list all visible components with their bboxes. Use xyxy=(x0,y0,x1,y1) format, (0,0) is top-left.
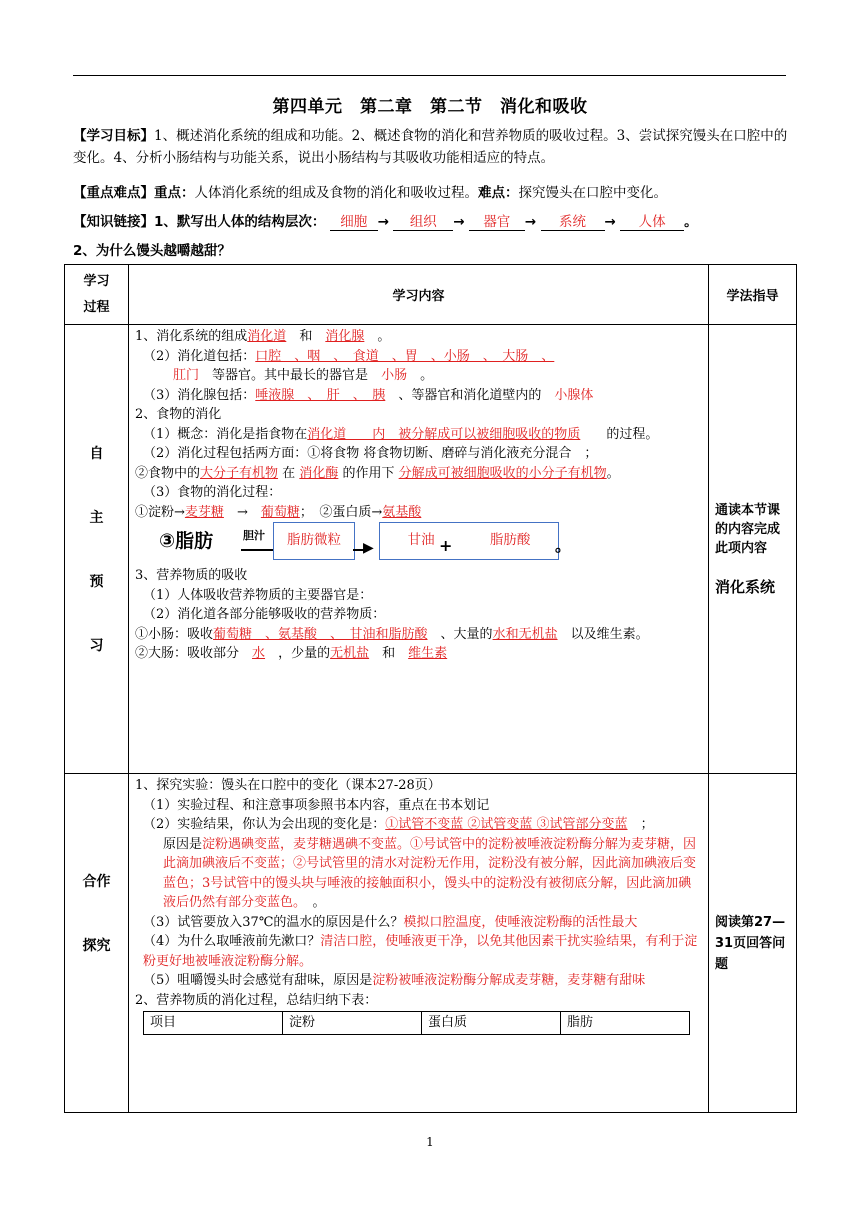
period: 。 xyxy=(684,214,698,230)
answer: 水 xyxy=(252,646,266,661)
explore-line xyxy=(135,815,704,835)
header-rule xyxy=(73,75,786,76)
table-row-explore xyxy=(65,774,797,1113)
phase-word: 探究 xyxy=(82,938,111,954)
explore-line xyxy=(135,835,704,913)
preview-line xyxy=(135,444,704,464)
answer: 清洁口腔，使唾液更干净，以免其他因素干扰实验结果，有利于淀粉更好地被唾液淀粉酶分解。 xyxy=(143,934,698,969)
text: 以及维生素。 xyxy=(570,626,649,642)
fat-box-product1 xyxy=(273,522,355,560)
level-organ: 器官 xyxy=(469,214,525,231)
objectives-text: 1、概述消化系统的组成和功能。2、概述食物的消化和营养物质的吸收过程。3、尝试探究馒头在口腔中的变化。4、分析小肠结构与功能关系，说出小肠结构与其吸收功能相适应的特点。 xyxy=(73,128,788,166)
text: ，少量的 xyxy=(278,646,331,661)
text: → xyxy=(236,504,248,520)
guide-text: 阅读第27—31页回答问题 xyxy=(715,914,786,972)
answer: 甘油 xyxy=(407,532,435,549)
keypoints-label: 【重点难点】 xyxy=(73,185,154,201)
bile-arrow-line xyxy=(241,549,273,551)
phase-char: 主 xyxy=(89,510,104,526)
text: 的过程。 xyxy=(606,426,659,442)
explore-line: 2、营养物质的消化过程，总结归纳下表： xyxy=(135,992,378,1008)
answer: 大分子有机物 xyxy=(200,465,279,481)
learning-objectives xyxy=(73,125,793,169)
answer: 模拟口腔温度，使唾液淀粉酶的活性最大 xyxy=(403,914,638,930)
header-guide: 学法指导 xyxy=(709,265,797,325)
answer: 维生素 xyxy=(408,646,448,661)
arrow: → xyxy=(377,214,390,230)
preview-content xyxy=(129,325,709,774)
guide-preview xyxy=(709,325,797,774)
text: 的作用下 xyxy=(342,465,395,481)
difficulty-label: 难点： xyxy=(478,185,519,201)
text: ②大肠：吸收部分 xyxy=(135,646,240,661)
learning-table xyxy=(64,264,797,1113)
table-header-row xyxy=(65,265,797,325)
text: （1）概念：消化是指食物在 xyxy=(143,426,308,442)
answer: 氨基酸 xyxy=(382,504,422,520)
text: （2）实验结果，你认为会出现的变化是： xyxy=(143,817,386,832)
links-q2-text: 2、为什么馒头越嚼越甜？ xyxy=(73,243,231,259)
phase-word: 合作 xyxy=(82,874,111,890)
summary-header-row xyxy=(144,1012,690,1035)
text: （3）试管要放入37℃的温水的原因是什么？ xyxy=(143,914,404,930)
text: 1、消化系统的组成 xyxy=(135,329,248,344)
text: 。 xyxy=(606,465,620,481)
phase-cooperative-explore xyxy=(65,774,129,1113)
explore-line: （1）实验过程、和注意事项参照书本内容，重点在书本划记 xyxy=(143,797,490,813)
summary-header-starch: 淀粉 xyxy=(283,1012,422,1035)
phase-char: 预 xyxy=(89,574,104,590)
preview-line xyxy=(135,464,704,484)
preview-line: 2、食物的消化 xyxy=(135,407,222,422)
preview-line xyxy=(135,625,704,645)
answer: 口腔 、咽 、 食道 、胃 、小肠 、 大肠 、 xyxy=(255,348,555,364)
difficulty-text: 探究馒头在口腔中变化。 xyxy=(518,185,667,201)
phase-char: 习 xyxy=(89,638,104,654)
table-row-preview xyxy=(65,325,797,774)
fat-digestion-diagram xyxy=(135,522,704,566)
text: 、等器官和消化道壁内的 xyxy=(398,387,542,403)
answer: 葡萄糖 、氨基酸 、 甘油和脂肪酸 xyxy=(213,626,428,642)
answer: 淀粉遇碘变蓝，麦芽糖遇碘不变蓝。①号试管中的淀粉被唾液淀粉酶分解为麦芽糖，因此滴加碘液后不变蓝；②号试管里的清水对淀粉无作用，淀粉没有被分解，因此滴加碘液后变蓝色；3号试管中的馒头块与唾液的接触面积小，馒头中的淀粉没有被彻底分解，因此滴加碘液后仍然有部分变蓝色。 xyxy=(163,836,697,910)
text: ②食物中的 xyxy=(135,465,201,481)
header-process-line1: 学习 xyxy=(83,273,110,289)
level-cell: 细胞 xyxy=(330,214,378,231)
links-label: 【知识链接】 xyxy=(73,214,154,230)
text: 和 xyxy=(382,646,396,661)
level-system: 系统 xyxy=(541,214,605,231)
text: （2）消化过程包括两方面：①将食物 将食物切断、磨碎与消化液充分混合 xyxy=(143,446,572,461)
arrow: → xyxy=(604,214,616,230)
page-title: 第四单元 第二章 第二节 消化和吸收 xyxy=(272,97,588,117)
guide-explore xyxy=(709,774,797,1113)
text: 原因是 xyxy=(163,836,203,852)
period: 。 xyxy=(555,536,572,555)
links-q1: 1、默写出人体的结构层次： xyxy=(154,214,326,230)
key-label: 重点： xyxy=(154,185,195,201)
text: 在 xyxy=(282,465,296,481)
guide-emphasis: 消化系统 xyxy=(715,578,776,596)
phase-char: 自 xyxy=(89,446,104,462)
explore-line xyxy=(135,971,704,991)
fat-label: ③脂肪 xyxy=(159,530,214,552)
answer: 消化道 xyxy=(247,329,287,344)
bile-label: 胆汁 xyxy=(243,529,265,542)
summary-header-fat: 脂肪 xyxy=(561,1012,690,1035)
preview-line xyxy=(135,386,704,406)
answer: 小腺体 xyxy=(554,387,594,403)
answer: 葡萄糖 xyxy=(260,504,300,520)
answer: 淀粉被唾液淀粉酶分解成麦芽糖，麦芽糖有甜味 xyxy=(372,973,646,988)
header-process-line2: 过程 xyxy=(83,299,110,315)
arrow: → xyxy=(524,214,537,230)
preview-line: （3）食物的消化过程： xyxy=(143,485,282,500)
fat-box-product2 xyxy=(379,522,559,560)
guide-text: 通读本节课的内容完成此项内容 xyxy=(715,503,781,556)
answer: 小肠 xyxy=(381,368,408,383)
page-number: 1 xyxy=(426,1135,434,1149)
answer: 肛门 xyxy=(173,368,200,383)
objectives-label: 【学习目标】 xyxy=(73,128,154,144)
text: （2）消化道包括： xyxy=(143,348,256,364)
preview-line xyxy=(135,347,704,367)
explore-line xyxy=(135,913,704,933)
preview-line: （2）消化道各部分能够吸收的营养物质： xyxy=(143,607,386,622)
preview-line: 3、营养物质的吸收 xyxy=(135,568,248,583)
answer: 脂肪微粒 xyxy=(287,532,341,549)
text: ①小肠：吸收 xyxy=(135,626,214,642)
explore-line: 1、探究实验：馒头在口腔中的变化（课本27-28页） xyxy=(135,778,441,793)
key-points xyxy=(73,182,793,204)
text: （5）咀嚼馒头时会感觉有甜味，原因是 xyxy=(143,973,373,988)
explore-line xyxy=(135,932,704,971)
summary-table xyxy=(143,1011,690,1035)
text: ①淀粉→ xyxy=(135,504,185,520)
header-content: 学习内容 xyxy=(129,265,709,325)
answer: 消化酶 xyxy=(299,465,339,481)
text: （3）消化腺包括： xyxy=(143,387,256,403)
phase-self-preview xyxy=(65,325,129,774)
text: 。 xyxy=(377,329,391,344)
text: 等器官。其中最长的器官是 xyxy=(212,368,369,383)
level-tissue: 组织 xyxy=(393,214,453,231)
preview-line: （1）人体吸收营养物质的主要器官是： xyxy=(143,587,373,603)
answer: 水和无机盐 xyxy=(492,626,558,642)
preview-line xyxy=(135,366,704,386)
answer: 分解成可被细胞吸收的小分子有机物 xyxy=(398,465,607,481)
summary-header-protein: 蛋白质 xyxy=(422,1012,561,1035)
preview-line xyxy=(135,503,704,523)
summary-header-item: 项目 xyxy=(144,1012,283,1035)
header-process xyxy=(65,265,129,325)
level-body: 人体 xyxy=(620,214,684,231)
answer: 脂肪酸 xyxy=(489,532,531,549)
preview-line xyxy=(135,425,704,445)
text: 。 xyxy=(312,895,326,910)
links-q2 xyxy=(73,240,793,262)
text: 。 xyxy=(420,368,434,383)
text: 和 xyxy=(299,329,313,344)
text: 、大量的 xyxy=(440,626,493,642)
preview-line xyxy=(135,644,704,664)
key-text: 人体消化系统的组成及食物的消化和吸收过程。 xyxy=(194,185,478,201)
plus-sign: + xyxy=(439,536,453,555)
answer: 唾液腺 、 肝 、 胰 xyxy=(255,387,386,403)
arrow: → xyxy=(453,214,465,230)
knowledge-links xyxy=(73,211,793,233)
text: （4）为什么取唾液前先漱口？ xyxy=(143,934,321,949)
answer: 无机盐 xyxy=(330,646,370,661)
answer: 消化腺 xyxy=(325,329,365,344)
answer: 消化道 内 被分解成可以被细胞吸收的物质 xyxy=(307,426,581,442)
preview-line xyxy=(135,327,704,347)
answer: 麦芽糖 xyxy=(184,504,224,520)
arrow-head-icon: ▶ xyxy=(363,540,374,556)
text: ； xyxy=(640,817,654,832)
text: ； ②蛋白质→ xyxy=(299,504,383,520)
text: ； xyxy=(584,446,598,461)
answer: ①试管不变蓝 ②试管变蓝 ③试管部分变蓝 xyxy=(385,817,628,832)
explore-content xyxy=(129,774,709,1113)
